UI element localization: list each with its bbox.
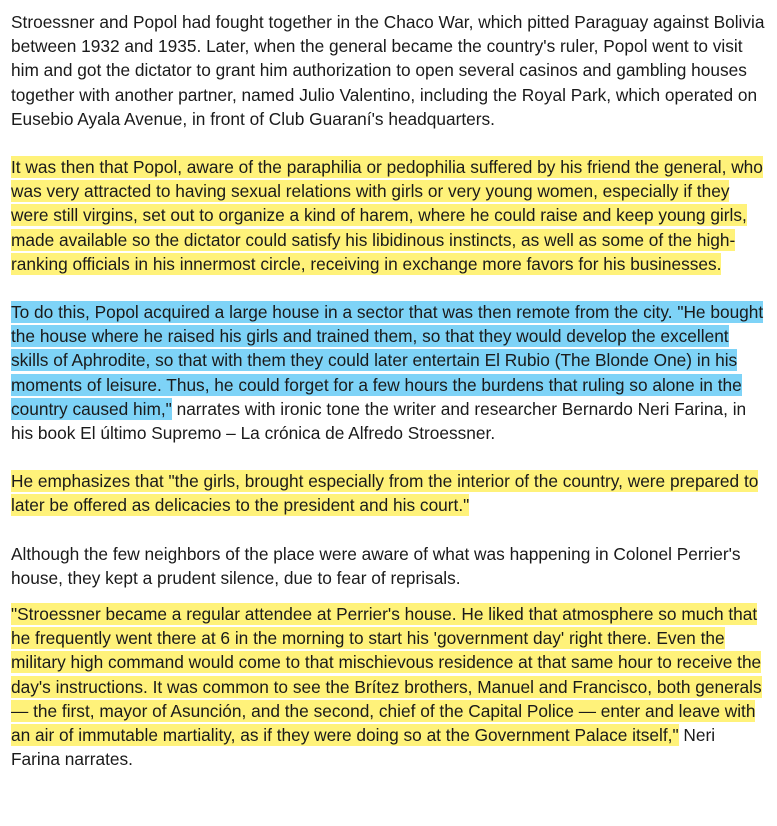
highlight-yellow: It was then that Popol, aware of the paraphilia or pedophilia suffered by his friend the general, who was very attracted to having sexual relations with girls or very young women, especially if they were still virgins, set out to organize a kind of harem, where he could raise and keep young girls, made available so the dictator could satisfy his libidinous instincts, as well as some of the high-ranking officials in his innermost circle, receiving in exchange more favors for his businesses. (11, 157, 763, 274)
paragraph-6 (11, 602, 767, 771)
paragraph-3 (11, 300, 767, 445)
paragraph-3-tail: narrates with ironic tone the writer and researcher Bernardo Neri Farina, in his book El último Supremo – La crónica de Alfredo Stroessner. (11, 398, 747, 444)
paragraph-2 (11, 155, 767, 276)
paragraph-1 (11, 10, 767, 131)
highlight-blue: To do this, Popol acquired a large house in a sector that was then remote from the city. "He bought the house where he raised his girls and trained them, so that they would develop the excellent skills of Aphrodite, so that with them they could later entertain El Rubio (The Blonde One) in his moments of leisure. Thus, he could forget for a few hours the burdens that ruling so alone in the country caused him," (11, 302, 764, 419)
document-body (11, 10, 767, 771)
paragraph-1-text: Stroessner and Popol had fought together in the Chaco War, which pitted Paraguay against Bolivia between 1932 and 1935. Later, when the general became the country's ruler, Popol went to visit him and got the dictator to grant him authorization to open several casinos and gambling houses together with another partner, named Julio Valentino, including the Royal Park, which operated on Eusebio Ayala Avenue, in front of Club Guaraní's headquarters. (11, 12, 765, 129)
highlight-yellow: He emphasizes that "the girls, brought especially from the interior of the country, were prepared to later be offered as delicacies to the president and his court." (11, 471, 759, 516)
highlight-yellow: "Stroessner became a regular attendee at Perrier's house. He liked that atmosphere so much that he frequently went there at 6 in the morning to start his 'government day' right there. Even the military high command would come to that mischievous residence at that same hour to receive the day's instructions. It was common to see the Brítez brothers, Manuel and Francisco, both generals — the first, mayor of Asunción, and the second, chief of the Capital Police — enter and leave with an air of immutable martiality, as if they were doing so at the Government Palace itself," (11, 604, 762, 746)
paragraph-5 (11, 542, 767, 590)
paragraph-6-tail: Neri Farina narrates. (11, 725, 716, 770)
paragraph-5-text: Although the few neighbors of the place were aware of what was happening in Colonel Perrier's house, they kept a prudent silence, due to fear of reprisals. (11, 543, 741, 588)
paragraph-4 (11, 469, 767, 517)
